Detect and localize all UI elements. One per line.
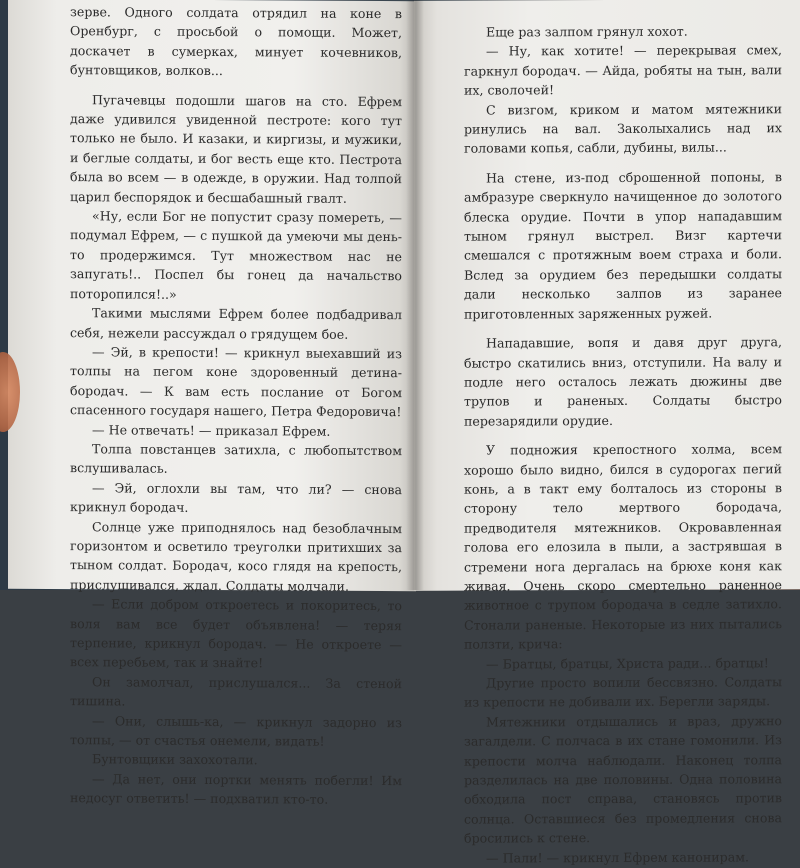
paragraph: — Да нет, они портки менять побегли! Им недосуг ответить! — подхватил кто-то.	[70, 771, 402, 807]
paragraph: «Ну, если Бог не попустит сразу помереть, — подумал Ефрем, — с пушкой да умеючи мы день-то продержимся. Тут множеством нас не запугать!.. Поспел бы гонец да начальство поторопился!..»	[70, 208, 402, 302]
left-page	[8, 0, 416, 807]
right-page	[414, 0, 800, 866]
paragraph: Мятежники отдышались и враз, дружно загалдели. С полчаса в их стане гомонили. Из крепости молча наблюдали. Наконец толпа разделилась на две половины. Одна половина обходила пост справа, становясь против солнца. Оставшиеся без промедления снова бросились к стене.	[464, 713, 782, 846]
paragraph: Еще раз залпом грянул хохот.	[486, 23, 688, 40]
left-page-text	[70, 2, 402, 810]
paragraph: зерве. Одного солдата отрядил на коне в Оренбург, с просьбой о помощи. Может, доскачет в сумерках, минует кочевников, бунтовщиков, волков...	[70, 4, 402, 79]
book-gutter	[406, 0, 424, 590]
paragraph: — Братцы, братцы, Христа ради... братцы!	[486, 654, 769, 672]
paragraph: Такими мыслями Ефрем более подбадривал себя, нежели рассуждал о грядущем бое.	[70, 305, 402, 342]
open-book	[8, 0, 800, 866]
paragraph: — Эй, оглохли вы там, что ли? — снова крикнул бородач.	[70, 480, 402, 516]
paragraph: — Если добром откроетесь и покоритесь, то воля вам все будет объявлена! — теряя терпение, крикнул бородач. — Не откроете — всех перебьем, так и знайте!	[70, 596, 402, 671]
paragraph: — Не отвечать! — приказал Ефрем.	[92, 421, 331, 439]
paragraph: — Пали! — крикнул Ефрем канонирам.	[486, 849, 750, 866]
paragraph: Он замолчал, прислушался... За стеной тишина.	[70, 674, 402, 709]
paragraph: Пугачевцы подошли шагов на сто. Ефрем даже удивился увиденной пестроте: кого тут только не было. И казаки, и киргизы, и мужики, и беглые солдаты, и бог весть еще кто. Пестрота была во всем — в одежде, в оружии. Над толпой царил беспорядок и бесшабашный гвалт.	[70, 91, 402, 206]
paragraph: — Они, слышь-ка, — крикнул задорно из толпы, — от счастья онемели, видать!	[70, 712, 402, 749]
right-page-text	[464, 21, 782, 867]
paragraph: Солнце уже приподнялось над безоблачным горизонтом и осветило треуголки притихших за тыном солдат. Бородач, косо глядя на крепость, прислушивался, ждал. Солдаты молчали.	[70, 518, 402, 594]
paragraph: На стене, из-под сброшенной попоны, в амбразуре сверкнуло начищенное до золотого блеска орудие. Почти в упор нападавшим тыном грянул выстрел. Визг картечи смешался с протяжным воем страха и боли. Вслед за орудием без передышки солдаты дали несколько залпов из заранее приготовленных заряженных ружей.	[464, 169, 782, 322]
paragraph: — Ну, как хотите! — перекрывая смех, гаркнул бородач. — Айда, робяты на тын, вали их, сволочей!	[464, 42, 782, 98]
paragraph: С визгом, криком и матом мятежники ринулись на вал. Заколыхались над их головами копья, сабли, дубины, вилы...	[464, 100, 782, 157]
paragraph: Другие просто вопили бессвязно. Солдаты из крепости не добивали их. Берегли заряды.	[464, 674, 782, 711]
paragraph: Толпа повстанцев затихла, с любопытством вслушивалась.	[70, 441, 402, 477]
paragraph: Бунтовщики захохотали.	[92, 751, 258, 768]
paragraph: — Эй, в крепости! — крикнул выехавший из толпы на пегом коне здоровенный детина-бородач. — К вам есть послание от Богом спасенного государя нашего, Петра Федоровича!	[70, 344, 402, 420]
paragraph: Нападавшие, вопя и давя друг друга, быстро скатились вниз, отступили. На валу и подле него осталось лежать дюжины две трупов и раненых. Солдаты быстро перезарядили орудие.	[464, 334, 782, 429]
paragraph: У подножия крепостного холма, всем хорошо было видно, бился в судорогах пегий конь, а в такт ему болталось из стороны в сторону тело мертвого бородача, предводителя мятежников. Окровавленная голова его елозила в пыли, а застрявшая в стремени нога дергалась на брюхе коня как живая. Очень скоро смертельно раненное животное с трупом бородача в седле затихло. Стонали раненые. Некоторые из них пытались ползти, крича:	[464, 441, 782, 652]
